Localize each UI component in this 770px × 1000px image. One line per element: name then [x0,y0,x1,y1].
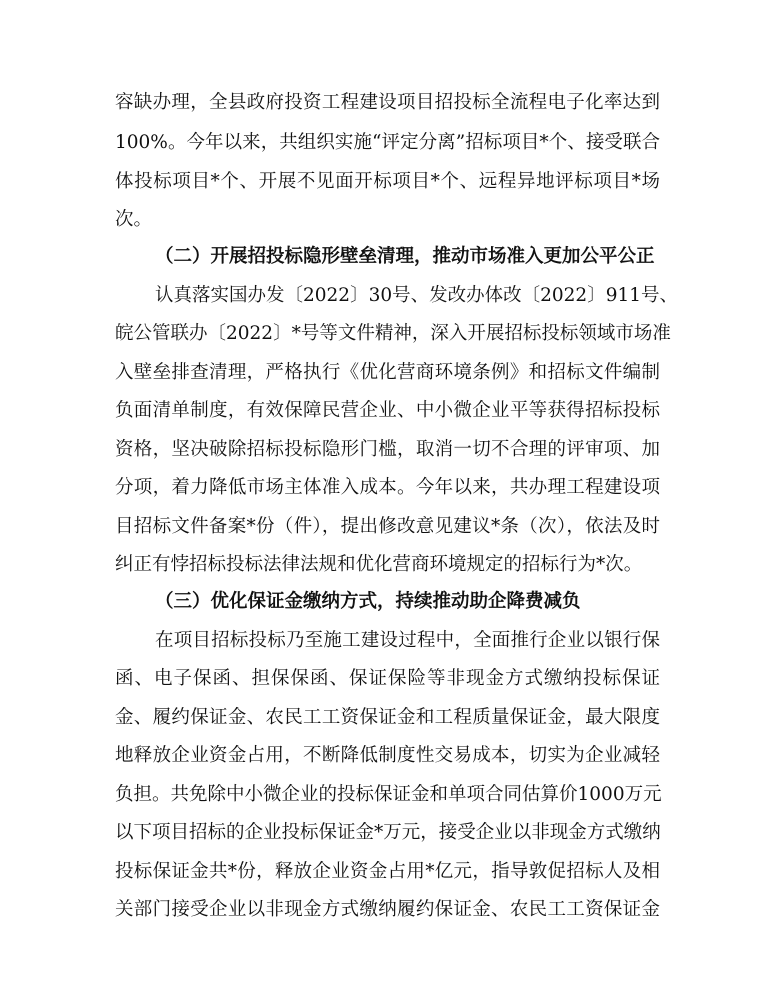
paragraph-line: 目招标文件备案*份（件），提出修改意见建议*条（次），依法及时 [115,516,660,537]
section-heading-2: （二）开展招投标隐形壁垒清理，推动市场准入更加公平公正 [155,246,655,267]
paragraph-line: 次。 [115,209,153,230]
paragraph-line: 入壁垒排查清理，严格执行《优化营商环境条例》和招标文件编制 [115,362,660,383]
section-heading-3: （三）优化保证金缴纳方式，持续推动助企降费减负 [155,591,581,612]
paragraph-line: 分项，着力降低市场主体准入成本。今年以来，共办理工程建设项 [115,477,660,498]
paragraph-line: 100%。今年以来，共组织实施“评定分离”招标项目*个、接受联合 [115,132,660,153]
paragraph-line: 体投标项目*个、开展不见面开标项目*个、远程异地评标项目*场 [115,171,660,192]
paragraph-line: 负面清单制度，有效保障民营企业、中小微企业平等获得招标投标 [115,400,660,421]
paragraph-line: 负担。共免除中小微企业的投标保证金和单项合同估算价1000万元 [115,784,662,805]
paragraph-line: 资格，坚决破除招标投标隐形门槛，取消一切不合理的评审项、加 [115,439,660,460]
paragraph-line: 皖公管联办〔2022〕*号等文件精神，深入开展招标投标领域市场准 [115,323,671,344]
paragraph-line: 纠正有悖招标投标法律法规和优化营商环境规定的招标行为*次。 [115,554,643,575]
paragraph-line: 在项目招标投标乃至施工建设过程中，全面推行企业以银行保 [155,630,660,651]
paragraph-line: 以下项目招标的企业投标保证金*万元，接受企业以非现金方式缴纳 [115,822,661,843]
paragraph-line: 地释放企业资金占用，不断降低制度性交易成本，切实为企业减轻 [115,745,660,766]
paragraph-line: 投标保证金共*份，释放企业资金占用*亿元，指导敦促招标人及相 [115,861,660,882]
paragraph-line: 函、电子保函、担保保函、保证保险等非现金方式缴纳投标保证 [115,668,660,689]
paragraph-line: 关部门接受企业以非现金方式缴纳履约保证金、农民工工资保证金 [115,899,660,920]
paragraph-line: 容缺办理，全县政府投资工程建设项目招投标全流程电子化率达到 [115,92,660,113]
paragraph-line: 认真落实国办发〔2022〕30号、发改办体改〔2022〕911号、 [155,285,679,306]
paragraph-line: 金、履约保证金、农民工工资保证金和工程质量保证金，最大限度 [115,707,660,728]
